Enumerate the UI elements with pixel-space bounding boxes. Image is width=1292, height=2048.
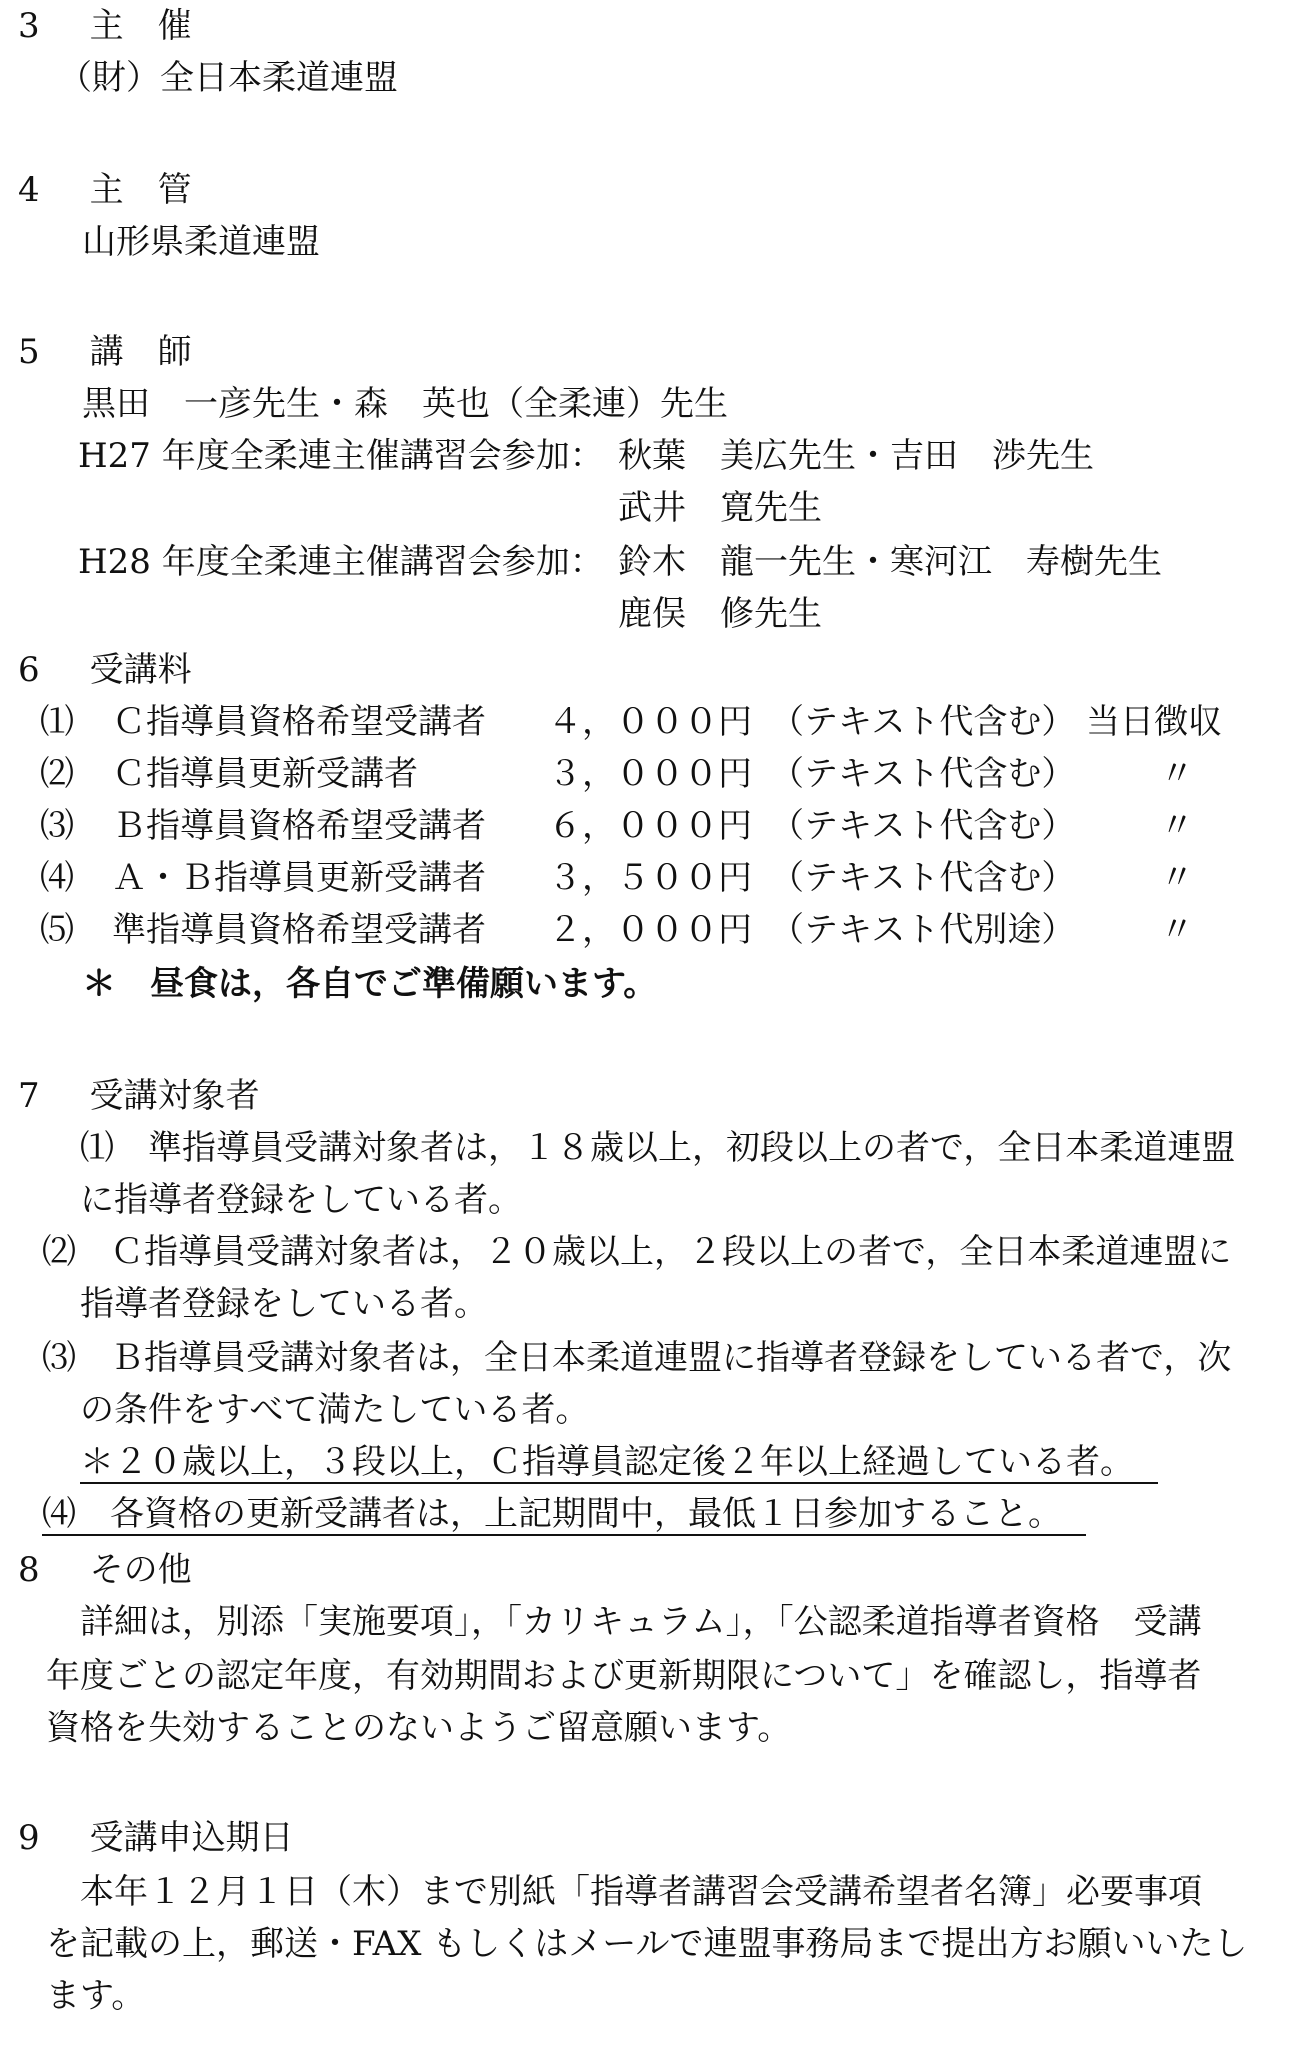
deadline-line-2: を記載の上，郵送・FAX もしくはメールで連盟事務局まで提出方お願いいたし xyxy=(46,1924,1248,1964)
fee-index: ⑸ xyxy=(40,910,74,950)
section-number: 3 xyxy=(18,6,40,46)
other-line-1: 詳細は，別添「実施要項」，「カリキュラム」，「公認柔道指導者資格 受講 xyxy=(80,1602,1202,1642)
fee-row xyxy=(0,754,1292,794)
section-title: 受講対象者 xyxy=(89,1076,260,1116)
fee-row xyxy=(0,806,1292,846)
h28-lecturers-2: 鹿俣 修先生 xyxy=(618,594,822,634)
lecturer-line-1: 黒田 一彦先生・森 英也（全柔連）先生 xyxy=(82,384,728,424)
fee-index: ⑵ xyxy=(40,754,74,794)
eligibility-4: ⑷ 各資格の更新受講者は，上記期間中，最低１日参加すること。 xyxy=(42,1494,1086,1536)
section-title: 主 管 xyxy=(89,170,192,210)
lunch-note: ＊ 昼食は，各自でご準備願います。 xyxy=(82,964,658,1004)
fee-note: （テキスト代別途） xyxy=(770,910,1076,950)
fee-name: Ａ・Ｂ指導員更新受講者 xyxy=(112,858,486,898)
fee-row xyxy=(0,910,1292,950)
section-8-heading xyxy=(18,1550,192,1590)
eligibility-2a: ⑵ Ｃ指導員受講対象者は，２０歳以上，２段以上の者で，全日本柔道連盟に xyxy=(42,1232,1232,1272)
section-number: 7 xyxy=(18,1076,40,1116)
fee-note: （テキスト代含む） xyxy=(770,806,1076,846)
fee-note: （テキスト代含む） xyxy=(770,858,1076,898)
section-title: その他 xyxy=(89,1550,192,1590)
fee-index: ⑶ xyxy=(40,806,74,846)
fee-amount: ２，０００円 xyxy=(548,910,752,950)
fee-collect: 〃 xyxy=(1160,910,1194,950)
fee-note: （テキスト代含む） xyxy=(770,702,1076,742)
section-title: 講 師 xyxy=(89,332,192,372)
deadline-line-1: 本年１２月１日（木）まで別紙「指導者講習会受講希望者名簿」必要事項 xyxy=(80,1872,1202,1912)
fee-collect: 〃 xyxy=(1160,754,1194,794)
section-5-heading xyxy=(18,332,192,372)
fee-name: Ｃ指導員資格希望受講者 xyxy=(112,702,486,742)
fee-index: ⑷ xyxy=(40,858,74,898)
fee-amount: ４，０００円 xyxy=(548,702,752,742)
section-4-body: 山形県柔道連盟 xyxy=(82,222,320,262)
fee-index: ⑴ xyxy=(40,702,74,742)
section-number: 5 xyxy=(18,332,40,372)
section-title: 受講料 xyxy=(89,650,192,690)
other-line-2: 年度ごとの認定年度，有効期間および更新期限について」を確認し，指導者 xyxy=(46,1656,1202,1696)
section-number: 6 xyxy=(18,650,40,690)
eligibility-3-condition: ＊２０歳以上，３段以上，Ｃ指導員認定後２年以上経過している者。 xyxy=(80,1442,1158,1484)
h27-lecturers-1: 秋葉 美広先生・吉田 渉先生 xyxy=(618,436,1094,476)
fee-note: （テキスト代含む） xyxy=(770,754,1076,794)
h28-lecturers-1: 鈴木 龍一先生・寒河江 寿樹先生 xyxy=(618,542,1162,582)
section-title: 受講申込期日 xyxy=(89,1818,294,1858)
eligibility-1b: に指導者登録をしている者。 xyxy=(80,1180,522,1220)
section-4-heading xyxy=(18,170,192,210)
section-7-heading xyxy=(18,1076,260,1116)
section-title: 主 催 xyxy=(89,6,192,46)
section-number: 8 xyxy=(18,1550,40,1590)
eligibility-2b: 指導者登録をしている者。 xyxy=(80,1284,488,1324)
deadline-line-3: ます。 xyxy=(46,1976,146,2016)
fee-collect: 〃 xyxy=(1160,858,1194,898)
fee-name: Ｂ指導員資格希望受講者 xyxy=(112,806,486,846)
eligibility-3a: ⑶ Ｂ指導員受講対象者は，全日本柔道連盟に指導者登録をしている者で，次 xyxy=(42,1338,1232,1378)
eligibility-3b: の条件をすべて満たしている者。 xyxy=(80,1390,590,1430)
fee-row xyxy=(0,858,1292,898)
other-line-3: 資格を失効することのないようご留意願います。 xyxy=(46,1708,792,1748)
section-3-body: （財）全日本柔道連盟 xyxy=(58,58,398,98)
fee-name: Ｃ指導員更新受講者 xyxy=(112,754,418,794)
fee-row xyxy=(0,702,1292,742)
fee-collect: 当日徴収 xyxy=(1086,702,1222,742)
h27-lecturers-2: 武井 寛先生 xyxy=(618,488,822,528)
section-number: 4 xyxy=(18,170,40,210)
section-9-heading xyxy=(18,1818,294,1858)
fee-amount: ３，５００円 xyxy=(548,858,752,898)
fee-name: 準指導員資格希望受講者 xyxy=(112,910,486,950)
fee-amount: ３，０００円 xyxy=(548,754,752,794)
h28-label: H28 年度全柔連主催講習会参加： xyxy=(78,542,604,582)
h27-label: H27 年度全柔連主催講習会参加： xyxy=(78,436,604,476)
section-3-heading xyxy=(18,6,192,46)
fee-collect: 〃 xyxy=(1160,806,1194,846)
section-6-heading xyxy=(18,650,192,690)
fee-amount: ６，０００円 xyxy=(548,806,752,846)
section-number: 9 xyxy=(18,1818,40,1858)
eligibility-1a: ⑴ 準指導員受講対象者は，１８歳以上，初段以上の者で，全日本柔道連盟 xyxy=(80,1128,1236,1168)
